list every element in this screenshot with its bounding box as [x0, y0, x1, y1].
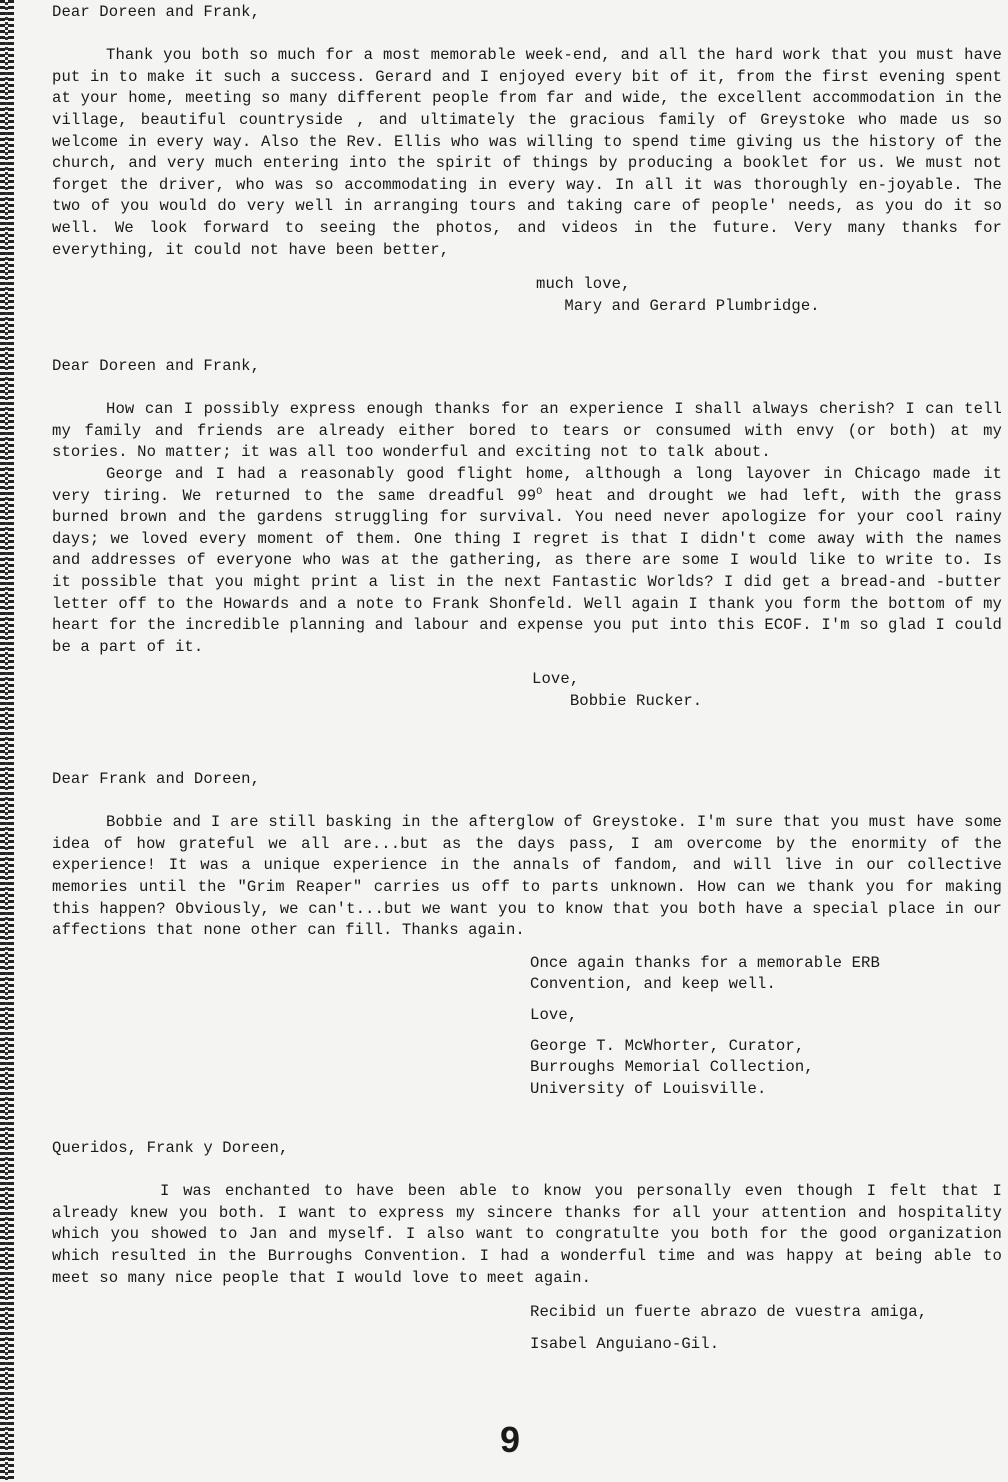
signature: Bobbie Rucker.	[532, 691, 703, 710]
signature-name: George T. McWhorter, Curator,	[530, 1036, 805, 1055]
closing-line: Convention, and keep well.	[530, 975, 776, 994]
letter-rucker	[52, 356, 1002, 713]
closing-line: much love,	[536, 275, 631, 294]
closing-line: Once again thanks for a memorable ERB	[530, 953, 880, 972]
closing	[530, 953, 1002, 1101]
letter-anguiano-gil	[52, 1138, 1002, 1355]
spiral-binding-edge	[0, 0, 14, 1482]
signature: Mary and Gerard Plumbridge.	[536, 296, 820, 315]
letter-paragraph: George and I had a reasonably good flight home, although a long layover in Chicago made it very tiring. We returned to the same dreadful $99^O$ heat and drought we had left, with the grass burned brown and the gardens struggling for survival. You need never apologize for your cool rainy days; we loved every moment of them. One thing I regret is that I didn't come away with the names and addresses of everyone who was at the gathering, as there are some I would like to write to. Is it possible that you might print a list in the next Fantastic Worlds? I did get a bread-and -butter letter off to the Howards and a note to Frank Shonfeld. Well again I thank you form the bottom of my heart for the incredible planning and labour and expense you put into this ECOF. I'm so glad I could be a part of it.	[52, 464, 1002, 656]
salutation: Queridos, Frank y Doreen,	[52, 1139, 289, 1157]
salutation: Dear Doreen and Frank,	[52, 3, 261, 21]
degree-mark: O	[536, 486, 543, 498]
signature: Isabel Anguiano-Gil.	[530, 1334, 720, 1353]
closing-line: Recibid un fuerte abrazo de vuestra amiga,	[530, 1303, 928, 1322]
salutation: Dear Doreen and Frank,	[52, 357, 261, 375]
letter-mcwhorter	[52, 769, 1002, 1100]
letter-paragraph: How can I possibly express enough thanks for an experience I shall always cherish? I can tell my family and friends are already either bored to tears or consumed with envy (or both) at my stories. No matter; it was all too wonderful and exciting not to talk about.	[52, 400, 1002, 462]
signature-institution: University of Louisville.	[530, 1079, 767, 1098]
salutation: Dear Frank and Doreen,	[52, 770, 261, 788]
letter-paragraph: I was enchanted to have been able to know you personally even though I felt that I already knew you both. I want to express my sincere thanks for all your attention and hospitality which you showed to Jan and myself. I also want to congratulte you both for the good organization which resulted in the Burroughs Convention. I had a wonderful time and was happy at being able to meet so many nice people that I would love to meet again.	[52, 1182, 1002, 1287]
closing-love: Love,	[530, 1005, 578, 1024]
letter-paragraph: Bobbie and I are still basking in the afterglow of Greystoke. I'm sure that you must have some idea of how grateful we all are...but as the days pass, I am overcome by the enormity of the experience! It was a unique experience in the annals of fandom, and will live in our collective memories until the "Grim Reaper" carries us off to parts unknown. How can we thank you for making this happen? Obviously, we can't...but we want you to know that you both have a special place in our affections that none other can fill. Thanks again.	[52, 813, 1002, 940]
page-number: 9	[500, 1419, 521, 1460]
closing-line: Love,	[532, 670, 580, 689]
closing	[530, 1302, 1002, 1355]
letter-paragraph: Thank you both so much for a most memorable week-end, and all the hard work that you must have put in to make it such a success. Gerard and I enjoyed every bit of it, from the first evening spent at your home, meeting so many different people from far and wide, the excellent accommodation in the village, beautiful countryside , and ultimately the gracious family of Greystoke who made us so welcome in every way. Also the Rev. Ellis who was willing to spend time giving us the history of the church, and very much entering into the spirit of things by producing a booklet for us. We must not forget the driver, who was so accommodating in every way. In all it was thoroughly en-joyable. The two of you would do very well in arranging tours and taking care of people' needs, as you do it so well. We look forward to seeing the photos, and videos in the future. Very many thanks for everything, it could not have been better,	[52, 46, 1002, 259]
letter-plumbridge	[52, 2, 1002, 317]
closing	[536, 274, 1002, 317]
closing	[532, 669, 1002, 712]
signature-title: Burroughs Memorial Collection,	[530, 1058, 814, 1077]
